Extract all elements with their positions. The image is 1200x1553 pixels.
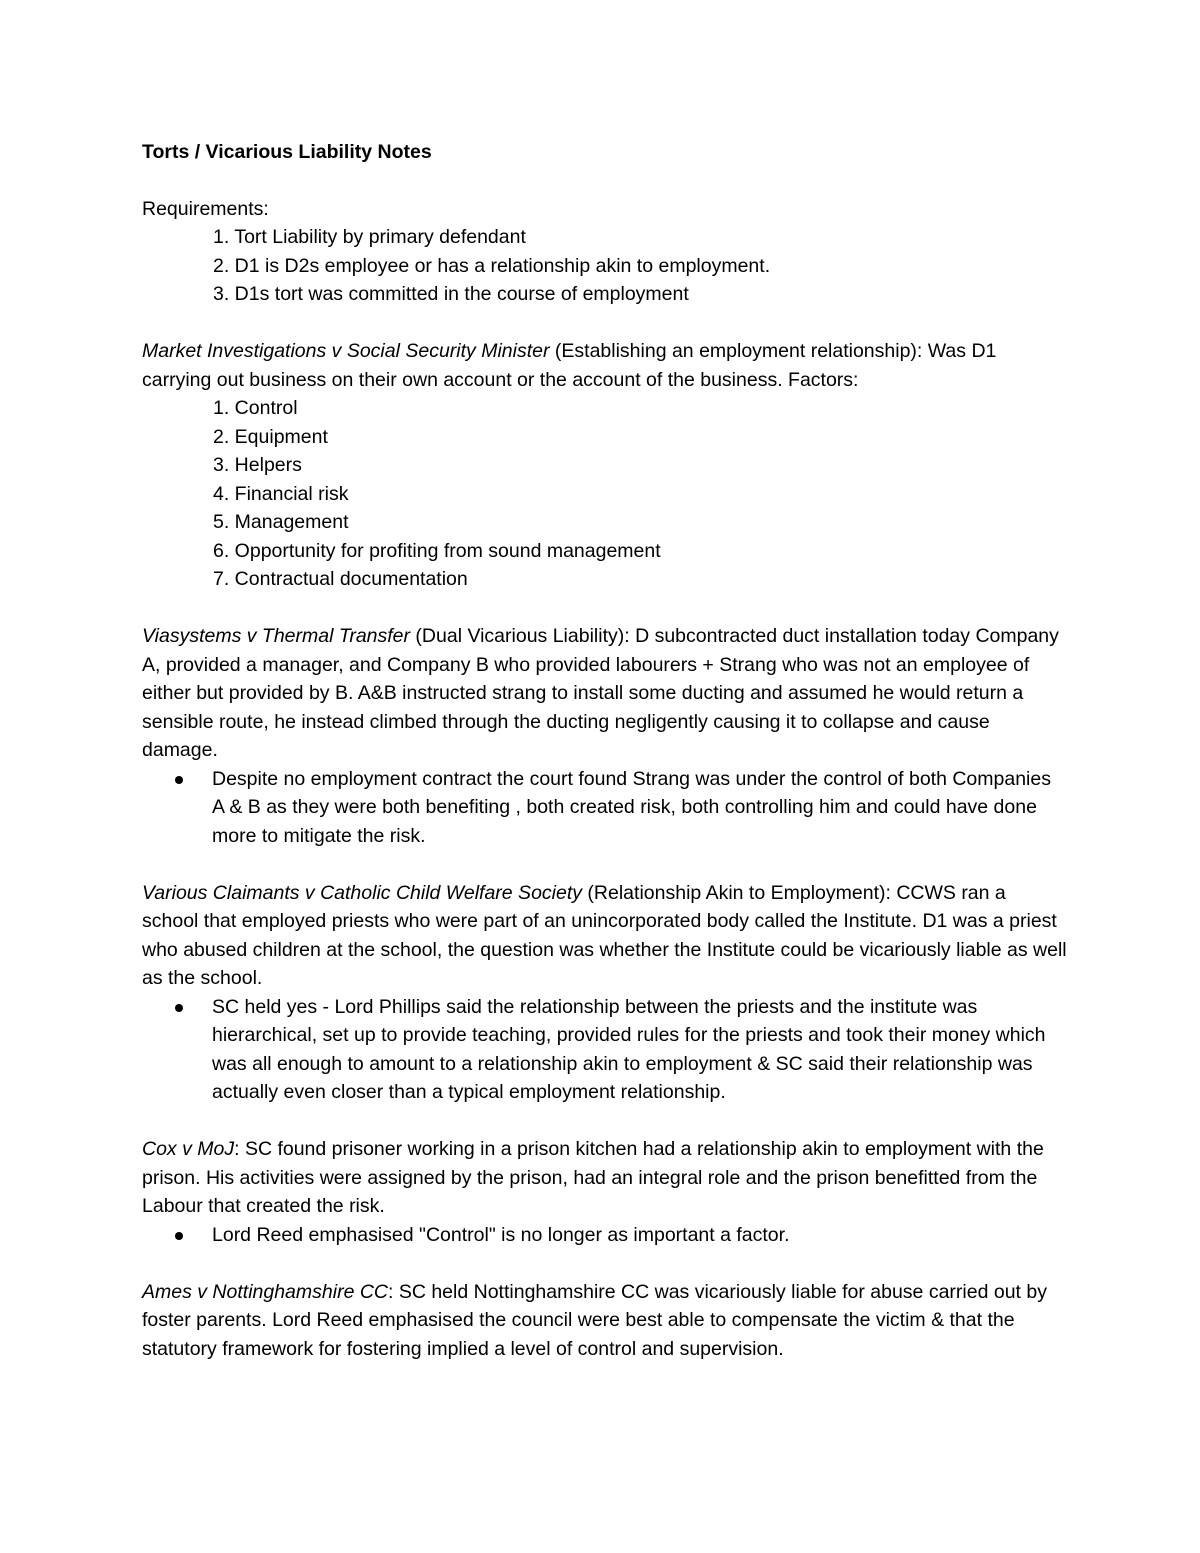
ccws-bullets: [142, 993, 1067, 1107]
list-item: 2. Equipment: [213, 425, 328, 448]
page-title: Torts / Vicarious Liability Notes: [142, 141, 432, 163]
ccws-paragraph: [142, 879, 1067, 993]
case-name: Market Investigations v Social Security Minister: [142, 340, 550, 362]
requirements-list: [142, 223, 1067, 309]
list-item: 4. Financial risk: [213, 482, 349, 505]
market-paragraph: [142, 337, 1067, 394]
bullet-text: Lord Reed emphasised "Control" is no longer as important a factor.: [212, 1223, 790, 1246]
factors-list: [142, 394, 1067, 594]
bullet-icon: [175, 776, 183, 784]
cox-section: [142, 1135, 1067, 1249]
list-item: 7. Contractual documentation: [213, 568, 468, 590]
case-text: (Relationship Akin to Employment): CCWS ran a school that employed priests who were part of an unincorporated body called the Institute. D1 was a priest who abused children at the school, the question was whether the Institute could be vicariously liable as well as the school.: [142, 881, 1067, 989]
case-name: Viasystems v Thermal Transfer: [142, 625, 411, 647]
viasystems-section: [142, 622, 1067, 850]
list-item: 1. Tort Liability by primary defendant: [213, 226, 526, 248]
list-item: 6. Opportunity for profiting from sound management: [213, 539, 661, 562]
case-text: : SC held Nottinghamshire CC was vicariously liable for abuse carried out by foster parents. Lord Reed emphasised the council were best able to compensate the victim & that the statutory framework for fostering implied a level of control and supervision.: [142, 1280, 1047, 1360]
case-text: : SC found prisoner working in a prison kitchen had a relationship akin to employment with the prison. His activities were assigned by the prison, had an integral role and the prison benefitted from the Labour that created the risk.: [142, 1138, 1044, 1217]
market-investigations-section: [142, 337, 1067, 594]
requirements-section: [142, 195, 1067, 309]
list-item: 3. Helpers: [213, 454, 302, 476]
bullet-icon: [175, 1004, 183, 1012]
list-item: 3. D1s tort was committed in the course of employment: [213, 283, 689, 305]
case-text: (Dual Vicarious Liability): D subcontracted duct installation today Company A, provided a manager, and Company B who provided labourers + Strang who was not an employee of either but provided by B. A&B instructed strang to install some ducting and assumed he would return a sensible route, he instead climbed through the ducting negligently causing it to collapse and cause damage.: [142, 625, 1059, 761]
list-item: 1. Control: [213, 397, 298, 419]
case-name: Various Claimants v Catholic Child Welfare Society: [142, 881, 583, 904]
cox-paragraph: [142, 1135, 1067, 1221]
case-name: Ames v Nottinghamshire CC: [142, 1280, 388, 1303]
ames-section: [142, 1278, 1067, 1364]
cox-bullets: [142, 1221, 1067, 1250]
bullet-item: [212, 765, 1067, 851]
bullet-text: Despite no employment contract the court found Strang was under the control of both Companies A & B as they were both benefiting , both created risk, both controlling him and could have done more to mitigate the risk.: [212, 767, 1051, 847]
case-name: Cox v MoJ: [142, 1138, 235, 1160]
case-text: (Establishing an employment relationship): Was D1 carrying out business on their own account or the account of the business. Factors:: [142, 340, 997, 391]
bullet-item: [212, 1221, 1067, 1250]
viasystems-bullets: [142, 765, 1067, 851]
bullet-icon: [175, 1232, 183, 1240]
ccws-section: [142, 879, 1067, 1107]
list-item: 5. Management: [213, 511, 349, 533]
bullet-text: SC held yes - Lord Phillips said the relationship between the priests and the institute was hierarchical, set up to provide teaching, provided rules for the priests and took their money which was all enough to amount to a relationship akin to employment & SC said their relationship was actually even closer than a typical employment relationship.: [212, 995, 1046, 1103]
ames-paragraph: [142, 1278, 1067, 1364]
viasystems-paragraph: [142, 622, 1067, 765]
bullet-item: [212, 993, 1067, 1107]
requirements-heading: Requirements:: [142, 197, 269, 220]
list-item: 2. D1 is D2s employee or has a relationship akin to employment.: [213, 254, 771, 277]
document-page: [142, 138, 1067, 1392]
